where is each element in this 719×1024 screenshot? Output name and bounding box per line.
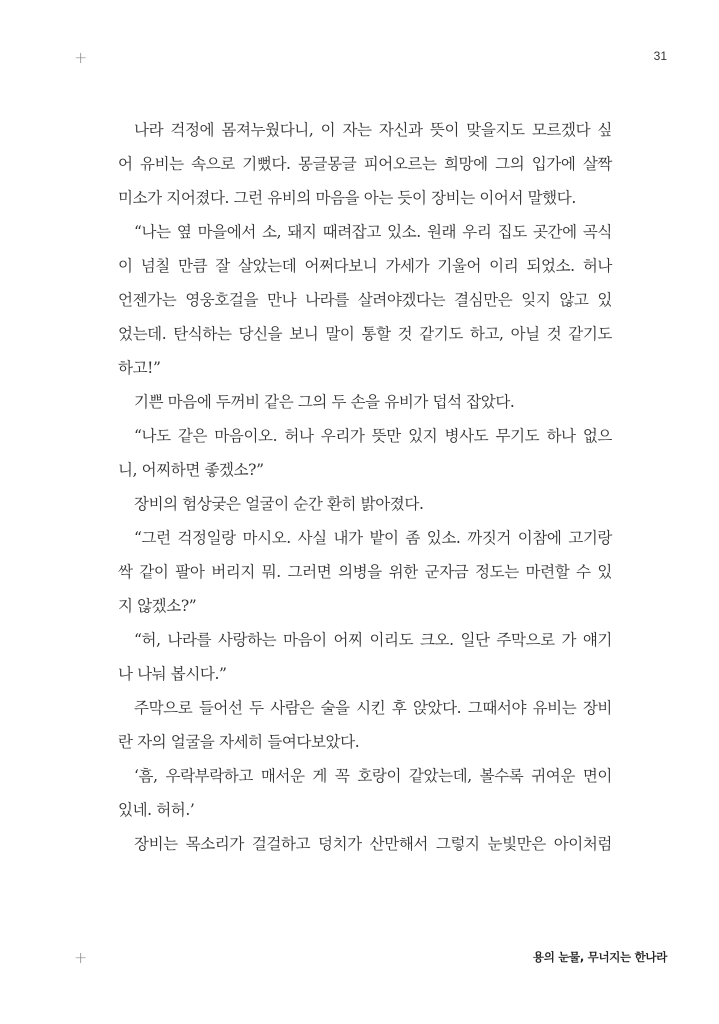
text-line: 나 나눠 봅시다.”: [118, 665, 227, 683]
running-footer-title: 용의 눈물, 무너지는 한나라: [532, 950, 667, 964]
text-line: “나는 옆 마을에서 소, 돼지 때려잡고 있소. 원래 우리 집도 곳간에 곡식: [134, 223, 612, 241]
text-line: 미소가 지어졌다. 그런 유비의 마음을 아는 듯이 장비는 이어서 말했다.: [118, 189, 576, 207]
body-text: [118, 117, 612, 865]
text-line: ‘흠, 우락부락하고 매서운 게 꼭 호랑이 같았는데, 볼수록 귀여운 면이: [134, 767, 612, 785]
text-line: 장비는 목소리가 걸걸하고 덩치가 산만해서 그렇지 눈빛만은 아이처럼: [134, 835, 612, 853]
text-line: 니, 어찌하면 좋겠소?”: [118, 461, 264, 479]
text-line: 나라 걱정에 몸져누웠다니, 이 자는 자신과 뜻이 맞을지도 모르겠다 싶: [134, 121, 612, 139]
text-line: 란 자의 얼굴을 자세히 들여다보았다.: [118, 733, 360, 751]
text-line: “그런 걱정일랑 마시오. 사실 내가 밭이 좀 있소. 까짓거 이참에 고기랑: [134, 529, 612, 547]
text-line: “나도 같은 마음이오. 허나 우리가 뜻만 있지 병사도 무기도 하나 없으: [134, 427, 612, 445]
crop-mark-bottom: +: [74, 948, 88, 967]
text-line: “허, 나라를 사랑하는 마음이 어찌 이리도 크오. 일단 주막으로 가 얘기: [134, 631, 612, 649]
text-line: 장비의 험상궂은 얼굴이 순간 환히 밝아졌다.: [134, 495, 424, 513]
page-number: 31: [653, 49, 667, 63]
crop-mark-top: +: [74, 48, 88, 67]
text-line: 있네. 허허.’: [118, 801, 195, 819]
text-line: 싹 같이 팔아 버리지 뭐. 그러면 의병을 위한 군자금 정도는 마련할 수 있: [118, 563, 612, 581]
text-line: 기쁜 마음에 두꺼비 같은 그의 두 손을 유비가 덥석 잡았다.: [134, 393, 515, 411]
text-line: 주막으로 들어선 두 사람은 술을 시킨 후 앉았다. 그때서야 유비는 장비: [134, 699, 612, 717]
text-line: 하고!”: [118, 359, 161, 377]
text-line: 었는데. 탄식하는 당신을 보니 말이 통할 것 같기도 하고, 아닐 것 같기도: [118, 325, 612, 343]
text-line: 언젠가는 영웅호걸을 만나 나라를 살려야겠다는 결심만은 잊지 않고 있: [118, 291, 612, 309]
text-line: 이 넘칠 만큼 잘 살았는데 어쩌다보니 가세가 기울어 이리 되었소. 허나: [118, 257, 612, 275]
text-line: 어 유비는 속으로 기뻤다. 몽글몽글 피어오르는 희망에 그의 입가에 살짝: [118, 155, 612, 173]
text-line: 지 않겠소?”: [118, 597, 197, 615]
